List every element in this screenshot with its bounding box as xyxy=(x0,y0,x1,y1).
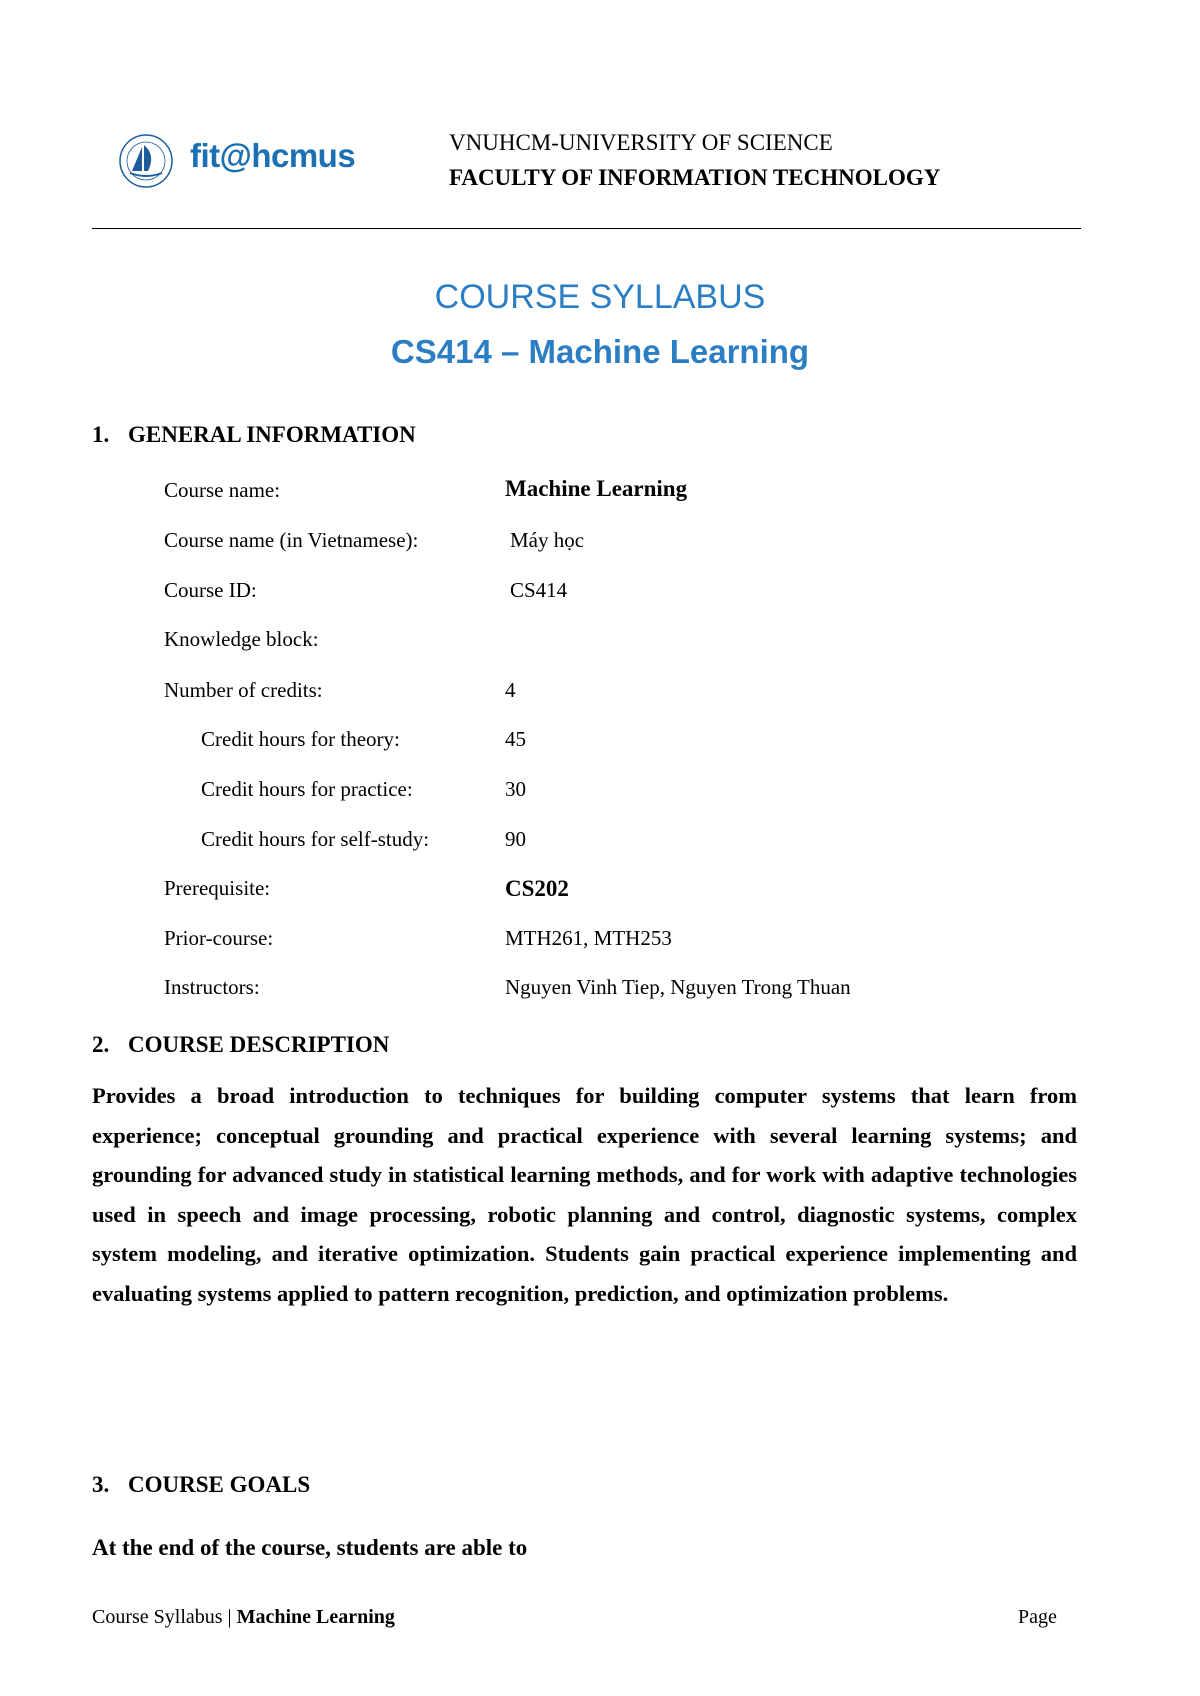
label-credit-practice: Credit hours for practice: xyxy=(201,777,413,801)
footer-prefix: Course Syllabus | xyxy=(92,1606,237,1628)
value-course-name: Machine Learning xyxy=(505,476,688,501)
section-heading-general-information xyxy=(92,422,416,448)
section-heading-course-goals xyxy=(92,1472,310,1498)
value-credit-theory: 45 xyxy=(505,727,526,751)
section-title: COURSE DESCRIPTION xyxy=(128,1032,390,1057)
course-title: CS414 – Machine Learning xyxy=(390,333,810,370)
section-number: 1. xyxy=(92,422,110,447)
label-knowledge-block: Knowledge block: xyxy=(164,627,319,651)
label-credit-theory: Credit hours for theory: xyxy=(201,727,400,751)
label-prior-course: Prior-course: xyxy=(164,926,274,950)
label-number-of-credits: Number of credits: xyxy=(164,678,323,702)
value-prior-course: MTH261, MTH253 xyxy=(505,926,672,950)
value-course-name-vn: Máy học xyxy=(510,528,585,552)
value-prerequisite: CS202 xyxy=(505,876,569,901)
university-seal-icon xyxy=(118,133,174,189)
section-title: GENERAL INFORMATION xyxy=(128,422,416,447)
header-divider xyxy=(92,228,1081,229)
course-goals-intro: At the end of the course, students are able to xyxy=(92,1535,528,1560)
section-title: COURSE GOALS xyxy=(128,1472,311,1497)
page-footer-left xyxy=(92,1606,395,1629)
course-description-text: Provides a broad introduction to techniques for building computer systems that learn from experience; conceptual grounding and practical experience with several learning systems; and grounding for advanced study in statistical learning methods, and for work with adaptive technologies used in speech and image processing, robotic planning and control, diagnostic systems, complex system modeling, and iterative optimization. Students gain practical experience implementing and evaluating systems applied to pattern recognition, prediction, and optimization problems. xyxy=(92,1083,1077,1306)
document-title: COURSE SYLLABUS xyxy=(434,278,766,316)
section-number: 3. xyxy=(92,1472,110,1497)
value-course-id: CS414 xyxy=(510,578,568,602)
label-prerequisite: Prerequisite: xyxy=(164,876,271,900)
value-credit-practice: 30 xyxy=(505,777,526,801)
value-instructors: Nguyen Vinh Tiep, Nguyen Trong Thuan xyxy=(505,975,851,999)
page-footer-right: Page xyxy=(1018,1606,1057,1628)
university-name: VNUHCM-UNIVERSITY OF SCIENCE xyxy=(449,130,833,155)
section-heading-course-description xyxy=(92,1032,389,1058)
faculty-logo xyxy=(118,133,378,193)
label-instructors: Instructors: xyxy=(164,975,260,999)
label-course-name: Course name: xyxy=(164,478,281,502)
section-number: 2. xyxy=(92,1032,110,1057)
label-course-name-vn: Course name (in Vietnamese): xyxy=(164,528,419,552)
label-credit-self-study: Credit hours for self-study: xyxy=(201,827,430,851)
logo-text: fit@hcmus xyxy=(190,137,356,174)
value-credit-self-study: 90 xyxy=(505,827,526,851)
label-course-id: Course ID: xyxy=(164,578,257,602)
faculty-name: FACULTY OF INFORMATION TECHNOLOGY xyxy=(449,165,941,190)
value-number-of-credits: 4 xyxy=(505,678,516,702)
footer-course-name: Machine Learning xyxy=(236,1606,395,1628)
